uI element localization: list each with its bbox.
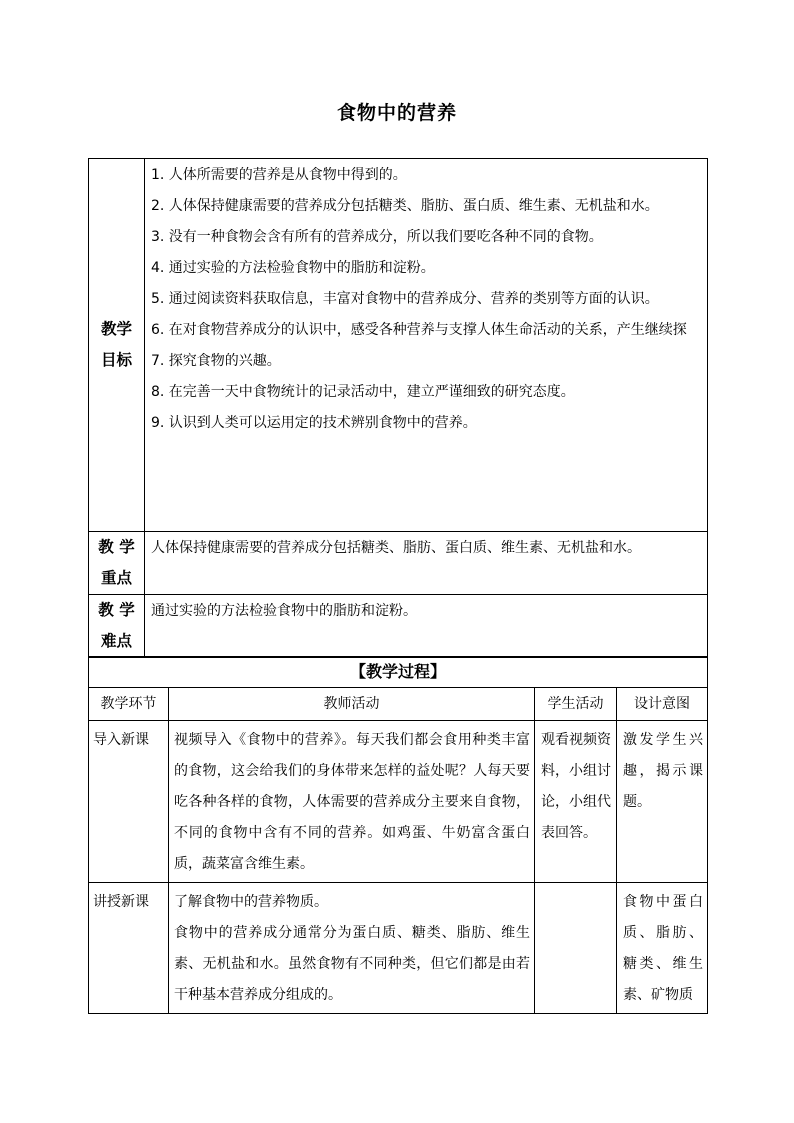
objective-item: 4. 通过实验的方法检验食物中的脂肪和淀粉。: [151, 260, 435, 276]
key-points-row: [89, 532, 708, 595]
page-title: 食物中的营养: [336, 102, 457, 124]
process-title: 【教学过程】: [89, 657, 708, 688]
header-teacher: 教师活动: [169, 688, 535, 721]
student-cell: 观看视频资料，小组讨论，小组代表回答。: [535, 721, 617, 883]
step-cell: 讲授新课: [89, 883, 169, 1014]
objective-item: 5. 通过阅读资料获取信息，丰富对食物中的营养成分、营养的类别等方面的认识。: [151, 291, 659, 307]
process-title-row: [89, 657, 708, 688]
header-step: 教学环节: [89, 688, 169, 721]
objectives-content: [145, 159, 708, 532]
step-cell: 导入新课: [89, 721, 169, 883]
objective-item: 8. 在完善一天中食物统计的记录活动中，建立严谨细致的研究态度。: [151, 384, 575, 400]
objectives-row: [89, 159, 708, 532]
difficulties-label: 教 学 难点: [89, 595, 145, 658]
objective-item: 6. 在对食物营养成分的认识中，感受各种营养与支撑人体生命活动的关系，产生继续探: [151, 322, 687, 338]
difficulties-row: [89, 595, 708, 658]
design-cell: 激发学生兴趣，揭示课题。: [617, 721, 708, 883]
objectives-label: 教学 目标: [89, 159, 145, 532]
difficulties-content: 通过实验的方法检验食物中的脂肪和淀粉。: [145, 595, 708, 658]
key-points-content: 人体保持健康需要的营养成分包括糖类、脂肪、蛋白质、维生素、无机盐和水。: [145, 532, 708, 595]
teaching-process-table: [88, 656, 708, 1014]
design-cell: 食物中蛋白质、脂肪、糖类、维生素、矿物质: [617, 883, 708, 1014]
teacher-cell: 视频导入《食物中的营养》。每天我们都会食用种类丰富的食物，这会给我们的身体带来怎样的益处呢？人每天要吃各种各样的食物，人体需要的营养成分主要来自食物，不同的食物中含有不同的营养。如鸡蛋、牛奶富含蛋白质，蔬菜富含维生素。: [169, 721, 535, 883]
header-student: 学生活动: [535, 688, 617, 721]
header-design: 设计意图: [617, 688, 708, 721]
table-row: [89, 883, 708, 1014]
process-header-row: [89, 688, 708, 721]
objective-item: 1. 人体所需要的营养是从食物中得到的。: [151, 167, 407, 183]
lesson-plan-table: [88, 158, 708, 658]
teacher-cell: 了解食物中的营养物质。 食物中的营养成分通常分为蛋白质、糖类、脂肪、维生素、无机盐和水。虽然食物有不同种类，但它们都是由若干种基本营养成分组成的。: [169, 883, 535, 1014]
objective-item: 9. 认识到人类可以运用定的技术辨别食物中的营养。: [151, 415, 477, 431]
objective-item: 3. 没有一种食物会含有所有的营养成分，所以我们要吃各种不同的食物。: [151, 229, 603, 245]
table-row: [89, 721, 708, 883]
objective-item: 2. 人体保持健康需要的营养成分包括糖类、脂肪、蛋白质、维生素、无机盐和水。: [151, 198, 659, 214]
student-cell: [535, 883, 617, 1014]
objective-item: 7. 探究食物的兴趣。: [151, 353, 281, 369]
key-points-label: 教 学 重点: [89, 532, 145, 595]
